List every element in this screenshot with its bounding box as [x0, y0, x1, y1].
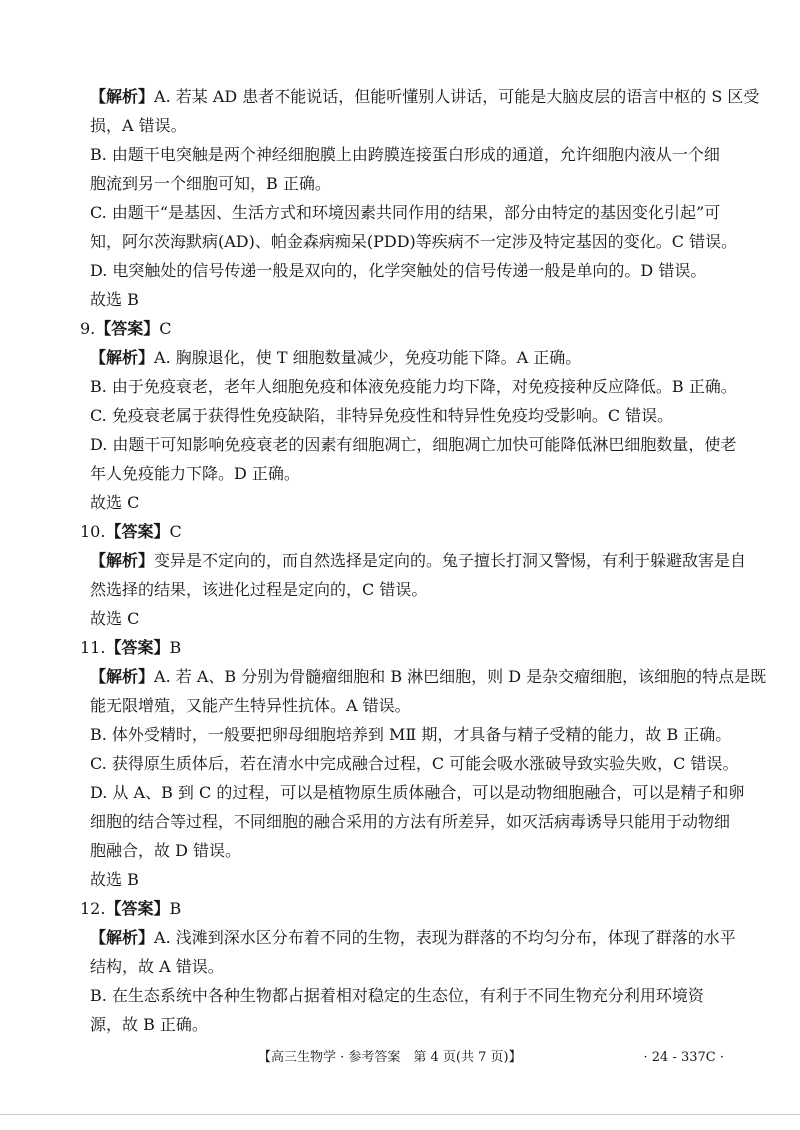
answer-line — [80, 314, 722, 343]
answer-line — [80, 633, 722, 662]
answer-label: 【答案】 — [105, 638, 170, 657]
analysis-line: 【解析】A. 胸腺退化，使 T 细胞数量减少，免疫功能下降。A 正确。 — [90, 348, 582, 367]
analysis-label: 【解析】 — [90, 551, 155, 570]
conclusion-line: 故选 C — [90, 493, 140, 512]
conclusion-line: 故选 B — [90, 870, 139, 889]
analysis-line: D. 电突触处的信号传递一般是双向的，化学突触处的信号传递一般是单向的。D 错误。 — [90, 261, 707, 280]
question-12 — [80, 894, 736, 1039]
answer-value: C — [169, 522, 182, 541]
q8-analysis — [90, 82, 760, 314]
footer-doc-code: · 24 - 337C · — [643, 1050, 724, 1065]
footer-page-info: 【高三生物学 · 参考答案 第 4 页(共 7 页)】 — [258, 1050, 522, 1065]
answer-content — [80, 82, 767, 1039]
analysis-line: 胞融合，故 D 错误。 — [90, 841, 242, 860]
analysis-line: 然选择的结果，该进化过程是定向的，C 错误。 — [90, 580, 428, 599]
analysis-line: 结构，故 A 错误。 — [90, 957, 224, 976]
question-10 — [80, 517, 747, 633]
analysis-line: 【解析】A. 若 A、B 分别为骨髓瘤细胞和 B 淋巴细胞，则 D 是杂交瘤细胞，该细胞的特点是既 — [90, 667, 767, 686]
analysis-line: C. 获得原生质体后，若在清水中完成融合过程，C 可能会吸水涨破导致实验失败，C 错误。 — [90, 754, 739, 773]
analysis-line: 源，故 B 正确。 — [90, 1015, 208, 1034]
analysis-line: 知，阿尔茨海默病(AD)、帕金森病痴呆(PDD)等疾病不一定涉及特定基因的变化。C 错误。 — [90, 232, 738, 251]
analysis-line: D. 从 A、B 到 C 的过程，可以是植物原生质体融合，可以是动物细胞融合，可以是精子和卵 — [90, 783, 745, 802]
analysis-label: 【解析】 — [90, 348, 155, 367]
answer-label: 【答案】 — [95, 319, 160, 338]
answer-line — [80, 517, 722, 546]
analysis-line: 损，A 错误。 — [90, 116, 187, 135]
page-edge-divider — [0, 1114, 800, 1115]
analysis-line: 【解析】A. 若某 AD 患者不能说话，但能听懂别人讲话，可能是大脑皮层的语言中枢的 S 区受 — [90, 87, 760, 106]
analysis-line: 胞流到另一个细胞可知，B 正确。 — [90, 174, 331, 193]
answer-value: C — [159, 319, 172, 338]
analysis-line: 年人免疫能力下降。D 正确。 — [90, 464, 300, 483]
analysis-line: B. 由题干电突触是两个神经细胞膜上由跨膜连接蛋白形成的通道，允许细胞内液从一个细 — [90, 145, 720, 164]
conclusion-line: 故选 B — [90, 290, 139, 309]
analysis-line: 【解析】A. 浅滩到深水区分布着不同的生物，表现为群落的不均匀分布，体现了群落的水平 — [90, 928, 736, 947]
analysis-label: 【解析】 — [90, 667, 155, 686]
analysis-label: 【解析】 — [90, 928, 155, 947]
answer-label: 【答案】 — [105, 899, 170, 918]
question-11 — [80, 633, 767, 894]
analysis-line: C. 免疫衰老属于获得性免疫缺陷，非特异免疫性和特异性免疫均受影响。C 错误。 — [90, 406, 674, 425]
page-footer — [0, 1046, 800, 1070]
answer-line — [80, 894, 722, 923]
analysis-line: 【解析】变异是不定向的，而自然选择是定向的。兔子擅长打洞又警惕，有利于躲避敌害是自 — [90, 551, 747, 570]
analysis-label: 【解析】 — [90, 87, 155, 106]
question-number: 9. — [80, 319, 96, 338]
analysis-line: D. 由题干可知影响免疫衰老的因素有细胞凋亡，细胞凋亡加快可能降低淋巴细胞数量，使老 — [90, 435, 737, 454]
answer-value: B — [169, 899, 182, 918]
question-number: 12. — [80, 899, 106, 918]
analysis-line: B. 体外受精时，一般要把卵母细胞培养到 MⅡ 期，才具备与精子受精的能力，故 B 正确。 — [90, 725, 732, 744]
answer-value: B — [169, 638, 182, 657]
analysis-line: B. 由于免疫衰老，老年人细胞免疫和体液免疫能力均下降，对免疫接种反应降低。B 正确。 — [90, 377, 737, 396]
analysis-line: B. 在生态系统中各种生物都占据着相对稳定的生态位，有利于不同生物充分利用环境资 — [90, 986, 704, 1005]
question-9 — [80, 314, 737, 517]
analysis-line: 能无限增殖，又能产生特异性抗体。A 错误。 — [90, 696, 411, 715]
question-number: 10. — [80, 522, 106, 541]
analysis-line: C. 由题干“是基因、生活方式和环境因素共同作用的结果，部分由特定的基因变化引起”可 — [90, 203, 721, 222]
question-number: 11. — [80, 638, 106, 657]
answer-label: 【答案】 — [105, 522, 170, 541]
analysis-line: 细胞的结合等过程，不同细胞的融合采用的方法有所差异，如灭活病毒诱导只能用于动物细 — [90, 812, 731, 831]
conclusion-line: 故选 C — [90, 609, 140, 628]
